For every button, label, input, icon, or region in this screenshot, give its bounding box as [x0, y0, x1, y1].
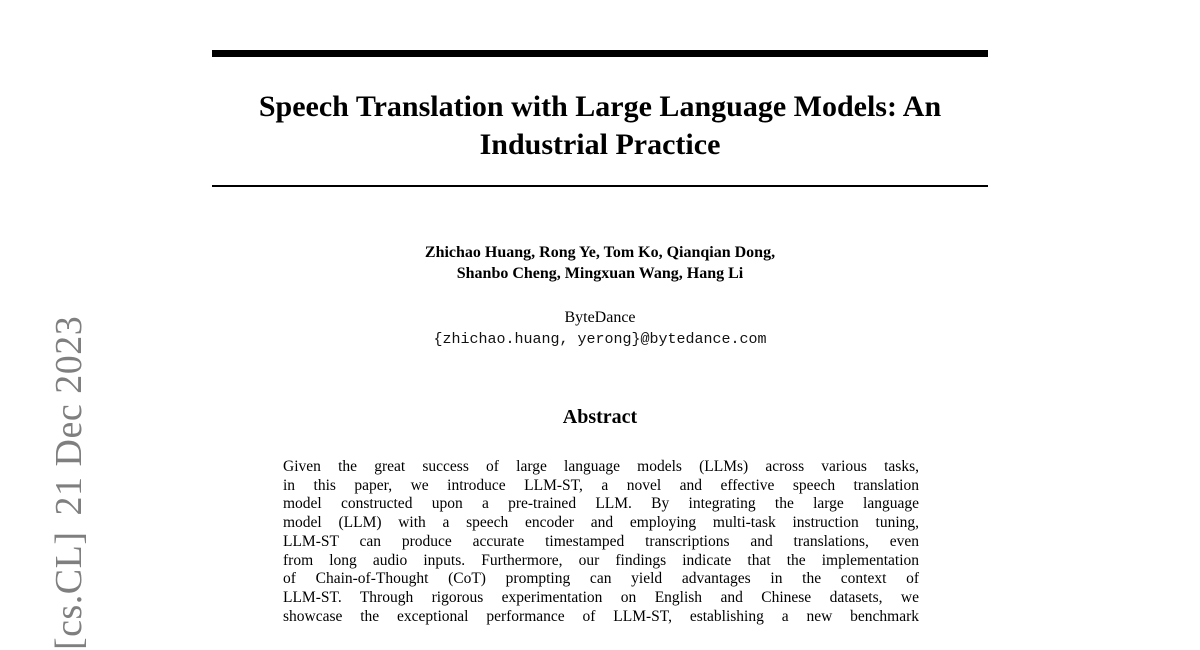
title-rule-top	[212, 50, 988, 57]
abstract-line: showcase the exceptional performance of LLM-ST, establishing a new benchmark	[283, 607, 919, 625]
author-email: {zhichao.huang, yerong}@bytedance.com	[433, 331, 767, 348]
abstract-heading: Abstract	[562, 406, 638, 428]
abstract-body	[283, 458, 919, 626]
abstract-line: model (LLM) with a speech encoder and employing multi-task instruction tuning,	[283, 514, 919, 532]
abstract-line: in this paper, we introduce LLM-ST, a novel and effective speech translation	[283, 476, 919, 494]
abstract-line: LLM-ST. Through rigorous experimentation on English and Chinese datasets, we	[283, 588, 919, 606]
title-line: Industrial Practice	[479, 128, 721, 161]
abstract-line: model constructed upon a pre-trained LLM. By integrating the large language	[283, 495, 919, 513]
title-rule-bottom	[212, 185, 988, 187]
abstract-line: LLM-ST can produce accurate timestamped transcriptions and translations, even	[283, 532, 919, 550]
title-line: Speech Translation with Large Language Models: An	[258, 90, 942, 123]
abstract-line: Given the great success of large language models (LLMs) across various tasks,	[283, 458, 919, 475]
author-line: Shanbo Cheng, Mingxuan Wang, Hang Li	[456, 265, 744, 282]
author-list	[212, 242, 988, 284]
abstract-line: of Chain-of-Thought (CoT) prompting can yield advantages in the context of	[283, 570, 919, 588]
arxiv-sidebar-stamp	[50, 316, 88, 650]
paper-title	[212, 88, 988, 164]
arxiv-category: [cs.CL]	[48, 531, 90, 650]
arxiv-date: 21 Dec 2023	[48, 315, 90, 516]
affiliation: ByteDance	[564, 309, 636, 326]
author-line: Zhichao Huang, Rong Ye, Tom Ko, Qianqian Dong,	[424, 244, 776, 261]
abstract-line: from long audio inputs. Furthermore, our findings indicate that the implementation	[283, 551, 919, 569]
